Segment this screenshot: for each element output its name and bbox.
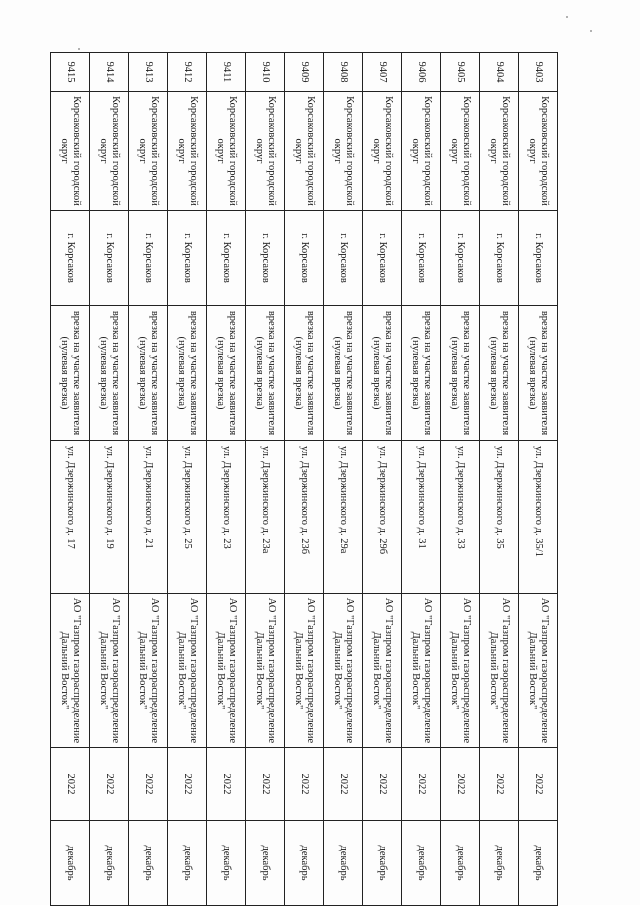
organization: АО "Газпром газораспределение Дальний Восток" — [519, 594, 558, 748]
year: 2022 — [207, 748, 246, 821]
table-row — [402, 53, 441, 906]
connection-type: врезка на участке заявителя (нулевая врезка) — [168, 306, 207, 441]
row-number: 9407 — [363, 53, 402, 92]
month: декабрь — [519, 821, 558, 906]
municipal-district: Корсаковский городской округ — [51, 92, 90, 211]
settlement: г. Корсаков — [51, 211, 90, 306]
connection-type: врезка на участке заявителя (нулевая врезка) — [129, 306, 168, 441]
scan-speck — [78, 48, 80, 50]
municipal-district: Корсаковский городской округ — [207, 92, 246, 211]
address: ул. Дзержинского д. 29б — [363, 441, 402, 594]
table-row — [441, 53, 480, 906]
connection-type: врезка на участке заявителя (нулевая врезка) — [246, 306, 285, 441]
address: ул. Дзержинского д. 23 — [207, 441, 246, 594]
connection-type: врезка на участке заявителя (нулевая врезка) — [402, 306, 441, 441]
month: декабрь — [129, 821, 168, 906]
row-number: 9404 — [480, 53, 519, 92]
municipal-district: Корсаковский городской округ — [480, 92, 519, 211]
address: ул. Дзержинского д. 23б — [285, 441, 324, 594]
municipal-district: Корсаковский городской округ — [129, 92, 168, 211]
table-row — [168, 53, 207, 906]
connection-type: врезка на участке заявителя (нулевая врезка) — [363, 306, 402, 441]
year: 2022 — [285, 748, 324, 821]
address: ул. Дзержинского д. 23а — [246, 441, 285, 594]
month: декабрь — [168, 821, 207, 906]
year: 2022 — [129, 748, 168, 821]
municipal-district: Корсаковский городской округ — [246, 92, 285, 211]
year: 2022 — [363, 748, 402, 821]
table-row — [285, 53, 324, 906]
settlement: г. Корсаков — [324, 211, 363, 306]
address: ул. Дзержинского д. 31 — [402, 441, 441, 594]
organization: АО "Газпром газораспределение Дальний Восток" — [285, 594, 324, 748]
organization: АО "Газпром газораспределение Дальний Восток" — [90, 594, 129, 748]
gas-connection-table — [50, 52, 558, 906]
row-number: 9413 — [129, 53, 168, 92]
year: 2022 — [324, 748, 363, 821]
month: декабрь — [480, 821, 519, 906]
table-row — [51, 53, 90, 906]
row-number: 9408 — [324, 53, 363, 92]
municipal-district: Корсаковский городской округ — [324, 92, 363, 211]
connection-type: врезка на участке заявителя (нулевая врезка) — [51, 306, 90, 441]
year: 2022 — [90, 748, 129, 821]
month: декабрь — [207, 821, 246, 906]
organization: АО "Газпром газораспределение Дальний Восток" — [480, 594, 519, 748]
row-number: 9409 — [285, 53, 324, 92]
table-row — [90, 53, 129, 906]
row-number: 9414 — [90, 53, 129, 92]
settlement: г. Корсаков — [285, 211, 324, 306]
connection-type: врезка на участке заявителя (нулевая врезка) — [519, 306, 558, 441]
month: декабрь — [402, 821, 441, 906]
address: ул. Дзержинского д. 35 — [480, 441, 519, 594]
row-number: 9403 — [519, 53, 558, 92]
municipal-district: Корсаковский городской округ — [519, 92, 558, 211]
organization: АО "Газпром газораспределение Дальний Восток" — [51, 594, 90, 748]
year: 2022 — [246, 748, 285, 821]
settlement: г. Корсаков — [402, 211, 441, 306]
organization: АО "Газпром газораспределение Дальний Восток" — [402, 594, 441, 748]
table-body — [51, 53, 558, 906]
settlement: г. Корсаков — [207, 211, 246, 306]
municipal-district: Корсаковский городской округ — [90, 92, 129, 211]
connection-type: врезка на участке заявителя (нулевая врезка) — [207, 306, 246, 441]
table-row — [480, 53, 519, 906]
year: 2022 — [519, 748, 558, 821]
month: декабрь — [90, 821, 129, 906]
municipal-district: Корсаковский городской округ — [363, 92, 402, 211]
connection-type: врезка на участке заявителя (нулевая врезка) — [480, 306, 519, 441]
address: ул. Дзержинского д. 33 — [441, 441, 480, 594]
address: ул. Дзержинского д. 17 — [51, 441, 90, 594]
organization: АО "Газпром газораспределение Дальний Восток" — [324, 594, 363, 748]
municipal-district: Корсаковский городской округ — [402, 92, 441, 211]
table-row — [207, 53, 246, 906]
settlement: г. Корсаков — [168, 211, 207, 306]
table-row — [519, 53, 558, 906]
settlement: г. Корсаков — [480, 211, 519, 306]
month: декабрь — [285, 821, 324, 906]
organization: АО "Газпром газораспределение Дальний Восток" — [441, 594, 480, 748]
year: 2022 — [402, 748, 441, 821]
month: декабрь — [441, 821, 480, 906]
municipal-district: Корсаковский городской округ — [168, 92, 207, 211]
scan-speck — [590, 30, 592, 32]
settlement: г. Корсаков — [129, 211, 168, 306]
year: 2022 — [480, 748, 519, 821]
row-number: 9406 — [402, 53, 441, 92]
settlement: г. Корсаков — [246, 211, 285, 306]
address: ул. Дзержинского д. 21 — [129, 441, 168, 594]
address: ул. Дзержинского д. 29а — [324, 441, 363, 594]
row-number: 9415 — [51, 53, 90, 92]
month: декабрь — [51, 821, 90, 906]
rotated-table-wrapper — [51, 52, 558, 905]
connection-type: врезка на участке заявителя (нулевая врезка) — [441, 306, 480, 441]
organization: АО "Газпром газораспределение Дальний Восток" — [246, 594, 285, 748]
settlement: г. Корсаков — [441, 211, 480, 306]
settlement: г. Корсаков — [363, 211, 402, 306]
municipal-district: Корсаковский городской округ — [285, 92, 324, 211]
organization: АО "Газпром газораспределение Дальний Восток" — [363, 594, 402, 748]
row-number: 9412 — [168, 53, 207, 92]
connection-type: врезка на участке заявителя (нулевая врезка) — [90, 306, 129, 441]
year: 2022 — [441, 748, 480, 821]
row-number: 9405 — [441, 53, 480, 92]
table-row — [363, 53, 402, 906]
month: декабрь — [324, 821, 363, 906]
settlement: г. Корсаков — [519, 211, 558, 306]
address: ул. Дзержинского д. 35/1 — [519, 441, 558, 594]
connection-type: врезка на участке заявителя (нулевая врезка) — [285, 306, 324, 441]
settlement: г. Корсаков — [90, 211, 129, 306]
connection-type: врезка на участке заявителя (нулевая врезка) — [324, 306, 363, 441]
municipal-district: Корсаковский городской округ — [441, 92, 480, 211]
table-row — [246, 53, 285, 906]
organization: АО "Газпром газораспределение Дальний Восток" — [129, 594, 168, 748]
month: декабрь — [246, 821, 285, 906]
address: ул. Дзержинского д. 25 — [168, 441, 207, 594]
month: декабрь — [363, 821, 402, 906]
row-number: 9411 — [207, 53, 246, 92]
year: 2022 — [168, 748, 207, 821]
organization: АО "Газпром газораспределение Дальний Восток" — [207, 594, 246, 748]
table-row — [129, 53, 168, 906]
table-row — [324, 53, 363, 906]
row-number: 9410 — [246, 53, 285, 92]
year: 2022 — [51, 748, 90, 821]
scan-speck — [566, 16, 568, 18]
address: ул. Дзержинского д. 19 — [90, 441, 129, 594]
organization: АО "Газпром газораспределение Дальний Восток" — [168, 594, 207, 748]
